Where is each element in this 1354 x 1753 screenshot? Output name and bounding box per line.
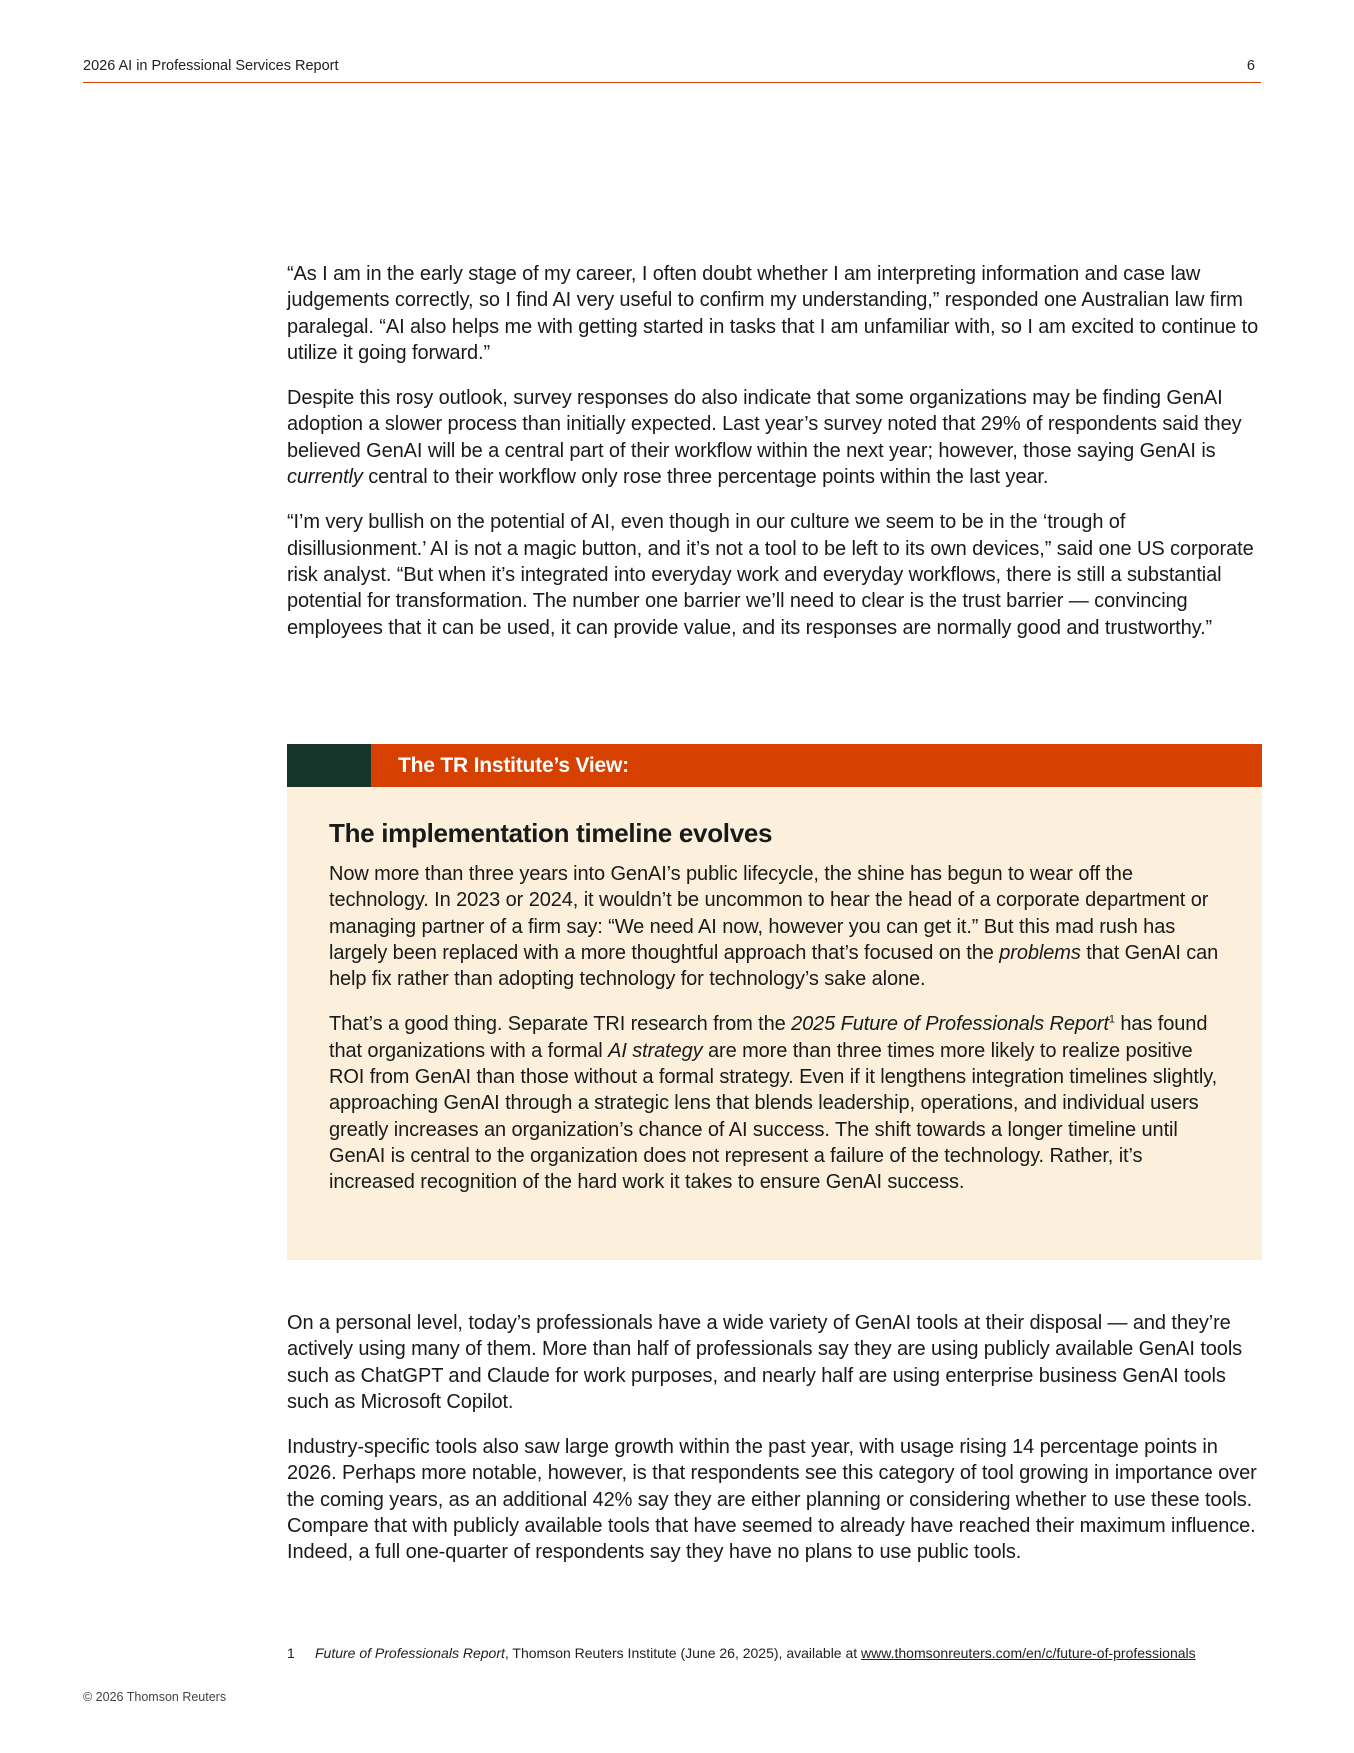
page-number: 6 — [1246, 58, 1255, 74]
footnote-reference[interactable]: 1 — [1108, 1013, 1115, 1026]
emphasis-ai-strategy: AI strategy — [608, 1039, 703, 1062]
emphasis-problems: problems — [999, 941, 1081, 964]
emphasis-report-title: 2025 Future of Professionals Report — [791, 1013, 1109, 1036]
paragraph-adoption — [287, 385, 1265, 490]
tr-institute-callout — [287, 744, 1262, 1260]
body-section-2 — [287, 1310, 1265, 1585]
footnote — [287, 1645, 1265, 1661]
text-run: has found that organizations with a formal — [329, 1013, 1208, 1062]
report-title: 2026 AI in Professional Services Report — [83, 58, 339, 74]
quote-paragraph-analyst: “I’m very bullish on the potential of AI, even though in our culture we seem to be in the ‘trough of disillusionment.’ AI is not a magic button, and it’s not a tool to be left to its own devices,” said one US corporate risk analyst. “But when it’s integrated into everyday work and everyday workflows, there is still a substantial potential for transformation. The number one barrier we’ll need to clear is the trust barrier — convincing employees that it can be used, it can provide value, and its responses are normally good and trustworthy.” — [287, 511, 1254, 639]
callout-paragraph-2 — [329, 1011, 1229, 1195]
footnote-title: Future of Professionals Report — [315, 1645, 505, 1661]
intro-section — [287, 261, 1265, 660]
copyright: © 2026 Thomson Reuters — [83, 1690, 227, 1704]
paragraph-industry-tools: Industry-specific tools also saw large growth within the past year, with usage rising 14 percentage points in 2026. Perhaps more notable, however, is that respondents see this category of tool growing in importance over the coming years, as an additional 42% say they are either planning or considering whether to use these tools. Compare that with publicly available tools that have seemed to already have reached their maximum influence. Indeed, a full one-quarter of respondents say they have no plans to use public tools. — [287, 1436, 1257, 1564]
callout-heading: The implementation timeline evolves — [329, 818, 773, 848]
text-run: are more than three times more likely to realize positive ROI from GenAI than those without a formal strategy. Even if it lengthens integration timelines slightly, approaching GenAI through a strategic lens that blends leadership, operations, and individual users greatly increases an organization’s chance of AI success. The shift towards a longer timeline until GenAI is central to the organization does not represent a failure of the technology. Rather, it’s increased recognition of the hard work it takes to ensure GenAI success. — [329, 1039, 1218, 1194]
text-run: Now more than three years into GenAI’s public lifecycle, the shine has begun to wear off the technology. In 2023 or 2024, it wouldn’t be uncommon to hear the head of a corporate department or managing partner of a firm say: “We need AI now, however you can get it.” But this mad rush has largely been replaced with a more thoughtful approach that’s focused on the — [329, 863, 1209, 964]
quote-paragraph-paralegal: “As I am in the early stage of my career, I often doubt whether I am interpreting information and case law judgements correctly, so I find AI very useful to confirm my understanding,” responded one Australian law firm paralegal. “AI also helps me with getting started in tasks that I am unfamiliar with, so I am excited to continue to utilize it going forward.” — [287, 263, 1259, 364]
footnote-link[interactable]: www.thomsonreuters.com/en/c/future-of-professionals — [861, 1645, 1196, 1661]
callout-label: The TR Institute’s View: — [398, 754, 629, 777]
text-run: central to their workflow only rose three percentage points within the last year. — [362, 466, 1049, 489]
callout-body — [329, 818, 1229, 1215]
text-run: Despite this rosy outlook, survey responses do also indicate that some organizations may be finding GenAI adoption a slower process than initially expected. Last year’s survey noted that 29% of respondents said they believed GenAI will be a central part of their workflow within the next year; however, those saying GenAI is — [287, 387, 1242, 462]
footnote-number: 1 — [287, 1645, 295, 1661]
page-header — [83, 58, 1261, 83]
callout-header-bar — [287, 744, 1262, 787]
callout-accent-block — [287, 744, 371, 787]
callout-paragraph-1 — [329, 861, 1229, 992]
paragraph-personal-level: On a personal level, today’s professionals have a wide variety of GenAI tools at their disposal — and they’re actively using many of them. More than half of professionals say they are using publicly available GenAI tools such as ChatGPT and Claude for work purposes, and nearly half are using enterprise business GenAI tools such as Microsoft Copilot. — [287, 1312, 1243, 1413]
text-run: That’s a good thing. Separate TRI research from the — [329, 1013, 792, 1036]
text-run: that GenAI can help fix rather than adopting technology for technology’s sake alone. — [329, 941, 1219, 991]
emphasis-currently: currently — [287, 466, 363, 489]
footnote-text: , Thomson Reuters Institute (June 26, 2025), available at — [504, 1645, 862, 1661]
